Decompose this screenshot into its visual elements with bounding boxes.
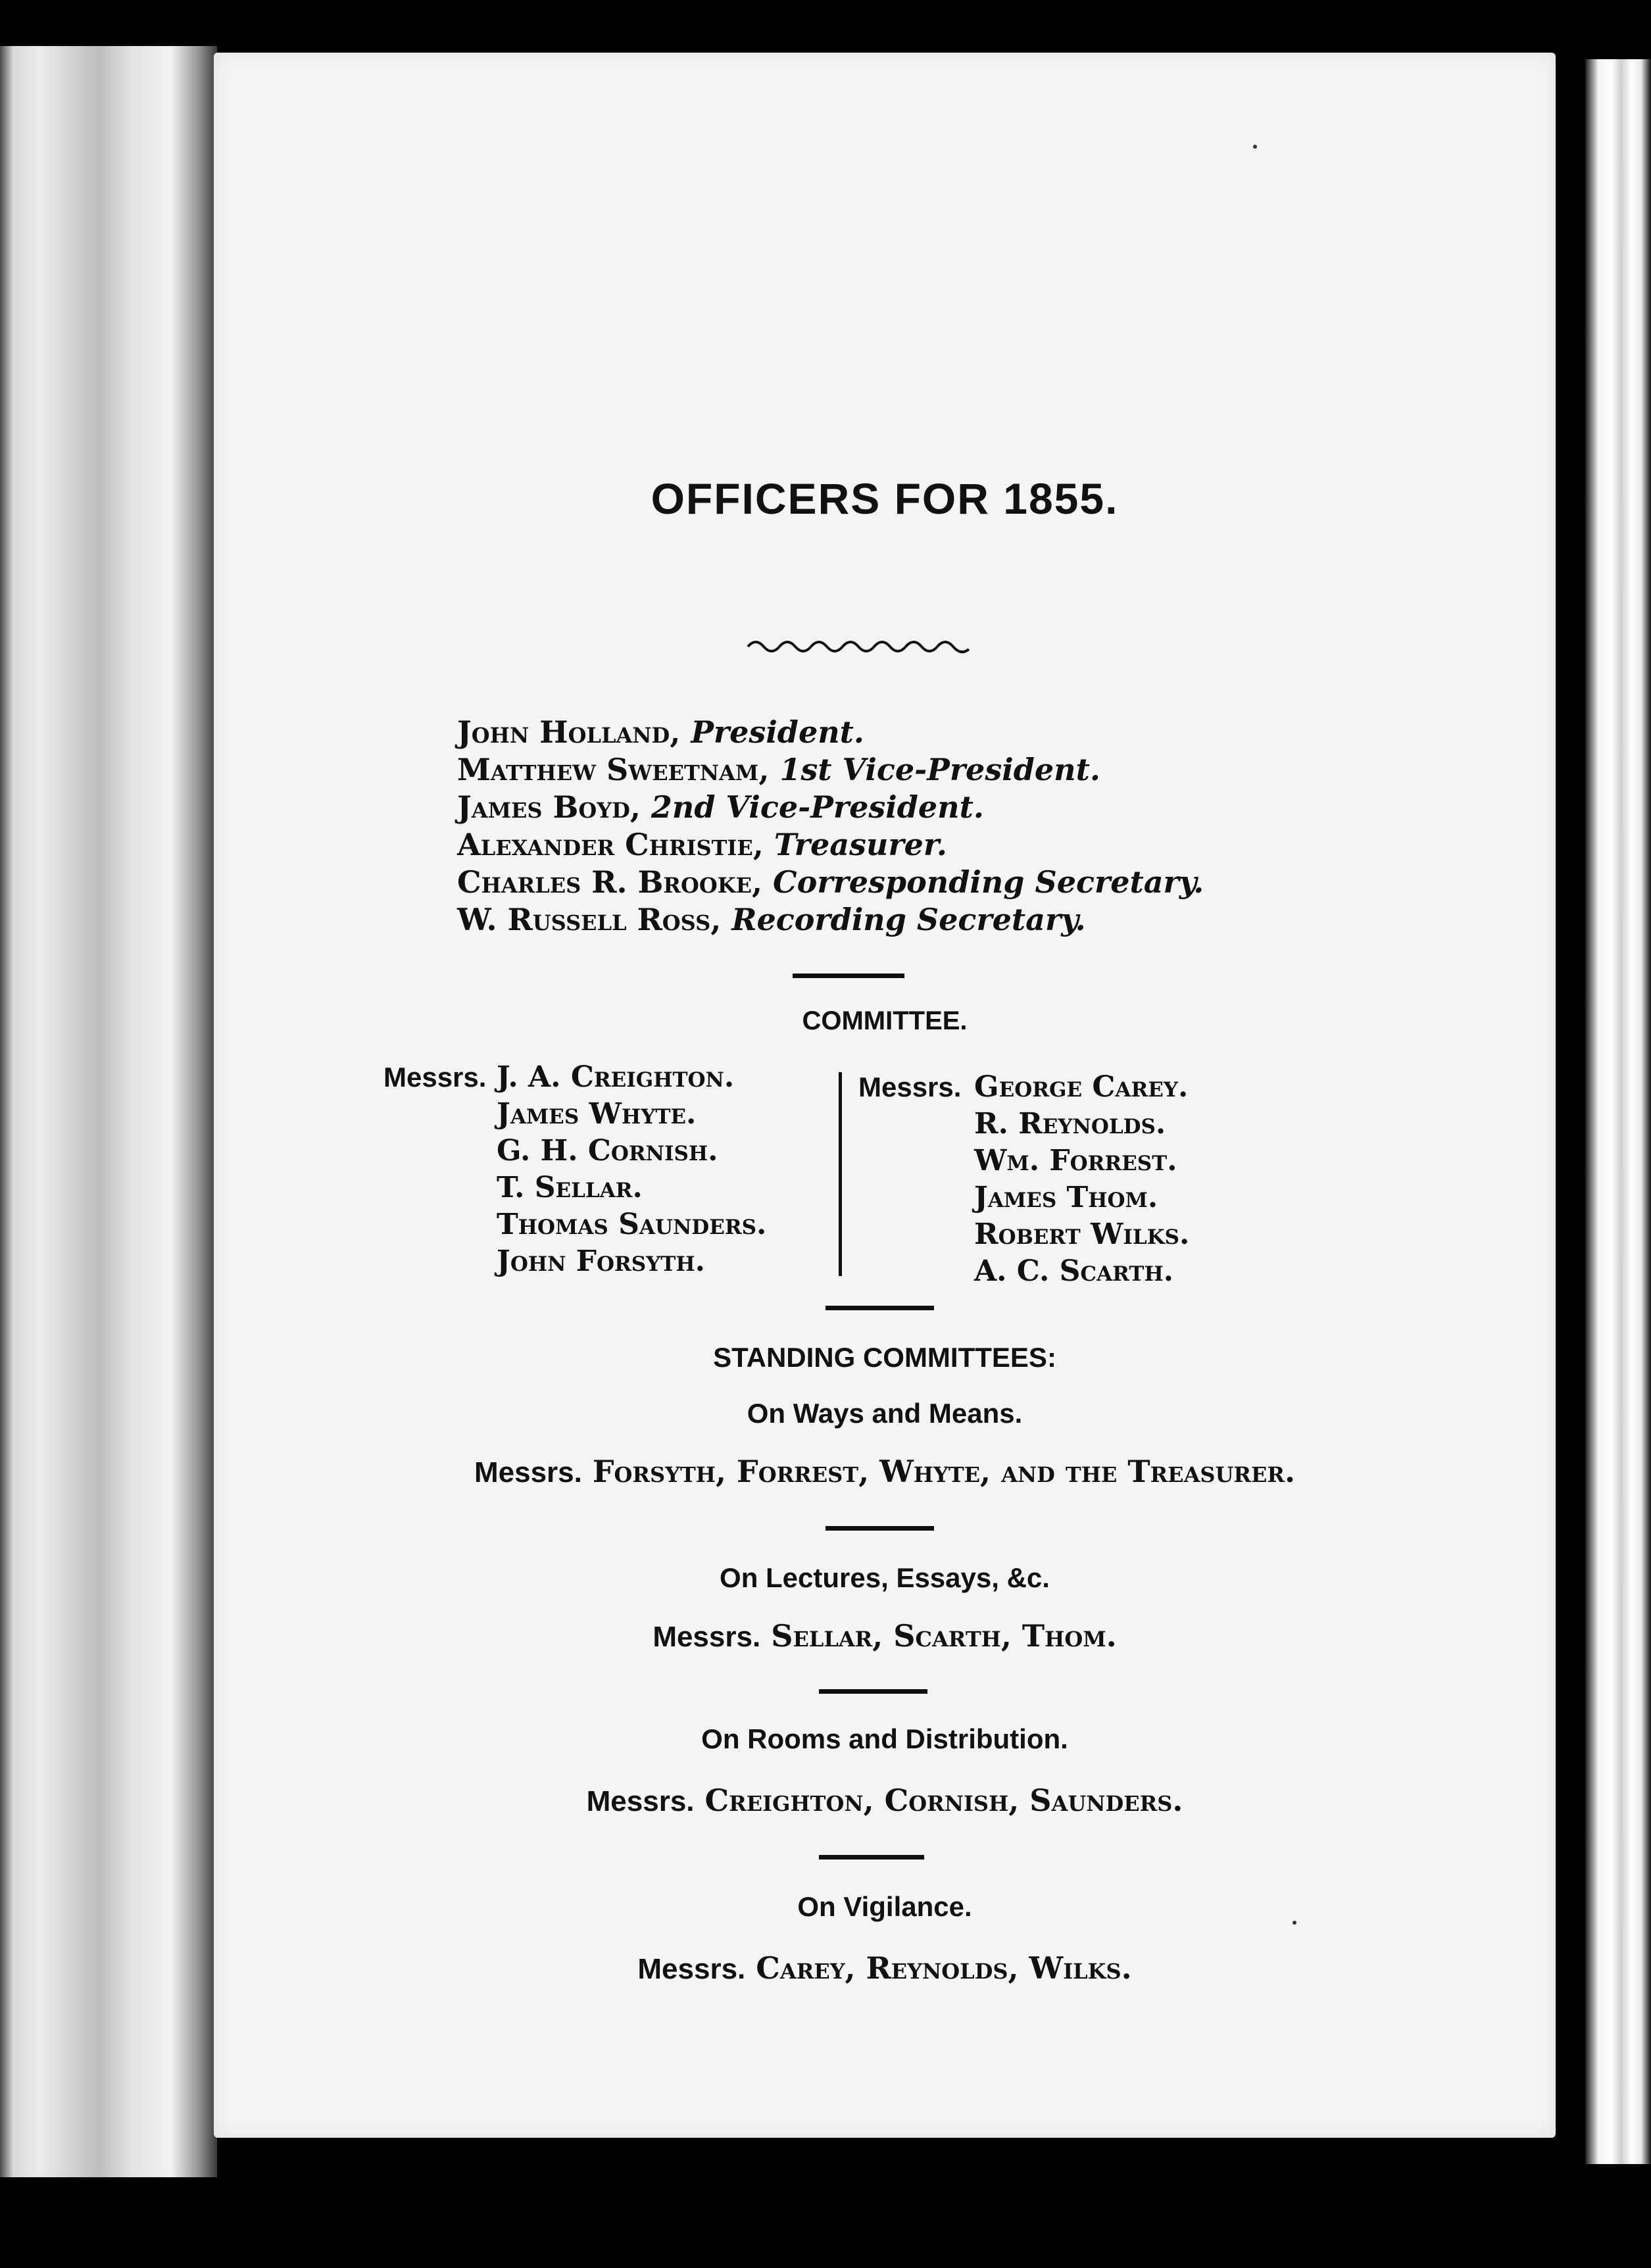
divider-rule: [819, 1689, 927, 1694]
committee-member: Messrs. George Carey.: [858, 1069, 1189, 1106]
committee-member: R. Reynolds.: [974, 1107, 1166, 1141]
subcommittee-members: Messrs. Carey, Reynolds, Wilks.: [637, 1950, 1132, 1986]
subcommittee-title: On Lectures, Essays, &c.: [720, 1562, 1050, 1593]
committee-member: T. Sellar.: [497, 1171, 643, 1204]
committee-member: John Forsyth.: [497, 1245, 705, 1278]
subcommittee-title: On Vigilance.: [797, 1891, 972, 1922]
subcommittee-members: Messrs. Sellar, Scarth, Thom.: [653, 1618, 1117, 1654]
committee-member: James Whyte.: [497, 1097, 697, 1131]
officer-role: Corresponding Secretary.: [773, 864, 1204, 900]
divider-rule: [793, 974, 904, 978]
committee-right-column: [858, 1069, 1189, 1290]
officer-role: Recording Secretary.: [731, 902, 1086, 937]
officer-row: Matthew Sweetnam, 1st Vice-President.: [457, 752, 1100, 787]
divider-rule: [826, 1526, 934, 1531]
officers-list: [457, 714, 1204, 939]
officer-row: John Holland, President.: [457, 714, 864, 750]
subcommittee-title: On Ways and Means.: [747, 1398, 1023, 1429]
page-fore-edge: [1585, 59, 1651, 2164]
officer-name: W. Russell Ross: [457, 902, 711, 937]
committee-member: Thomas Saunders.: [497, 1208, 767, 1241]
committee-member: G. H. Cornish.: [497, 1134, 718, 1168]
divider-rule: [819, 1855, 924, 1860]
scan-speck: [1293, 1921, 1296, 1925]
officer-role: President.: [691, 714, 864, 750]
officer-row: Charles R. Brooke, Corresponding Secretary.: [457, 864, 1204, 900]
officer-row: Alexander Christie, Treasurer.: [457, 827, 947, 862]
officer-name: Charles R. Brooke: [457, 864, 752, 900]
document-page: [214, 53, 1556, 2138]
scan-speck: [1253, 145, 1257, 149]
adjacent-page-edge: [0, 46, 217, 2177]
messrs-prefix: Messrs.: [586, 1785, 695, 1817]
committee-member: Wm. Forrest.: [974, 1144, 1177, 1177]
officer-name: Alexander Christie: [457, 827, 753, 862]
messrs-prefix: Messrs.: [653, 1621, 761, 1653]
officer-name: Matthew Sweetnam: [457, 752, 759, 787]
officer-name: John Holland: [457, 714, 670, 750]
committee-member: James Thom.: [974, 1181, 1158, 1214]
officer-row: James Boyd, 2nd Vice-President.: [457, 789, 984, 825]
messrs-prefix: Messrs.: [474, 1456, 582, 1489]
officer-name: James Boyd: [457, 789, 630, 825]
page-title: OFFICERS FOR 1855.: [651, 474, 1119, 523]
committee-member: Robert Wilks.: [974, 1218, 1190, 1251]
committee-left-column: [383, 1059, 766, 1280]
messrs-prefix: Messrs.: [383, 1062, 487, 1093]
subcommittee-members: Messrs. Forsyth, Forrest, Whyte, and the Treasurer.: [474, 1454, 1296, 1489]
officer-role: 1st Vice-President.: [779, 752, 1100, 787]
messrs-prefix: Messrs.: [858, 1072, 962, 1102]
committee-heading: COMMITTEE.: [802, 1006, 968, 1035]
divider-rule: [826, 1306, 934, 1310]
officer-role: Treasurer.: [774, 827, 947, 862]
messrs-prefix: Messrs.: [637, 1953, 746, 1985]
wavy-ornament: [747, 635, 973, 654]
column-divider: [839, 1072, 842, 1276]
subcommittee-members: Messrs. Creighton, Cornish, Saunders.: [586, 1783, 1183, 1818]
officer-row: W. Russell Ross, Recording Secretary.: [457, 902, 1086, 937]
committee-member: Messrs. J. A. Creighton.: [383, 1059, 766, 1096]
officer-role: 2nd Vice-President.: [651, 789, 984, 825]
subcommittee-title: On Rooms and Distribution.: [701, 1723, 1068, 1754]
committee-member: A. C. Scarth.: [974, 1254, 1174, 1288]
standing-committees-heading: STANDING COMMITTEES:: [713, 1342, 1056, 1373]
